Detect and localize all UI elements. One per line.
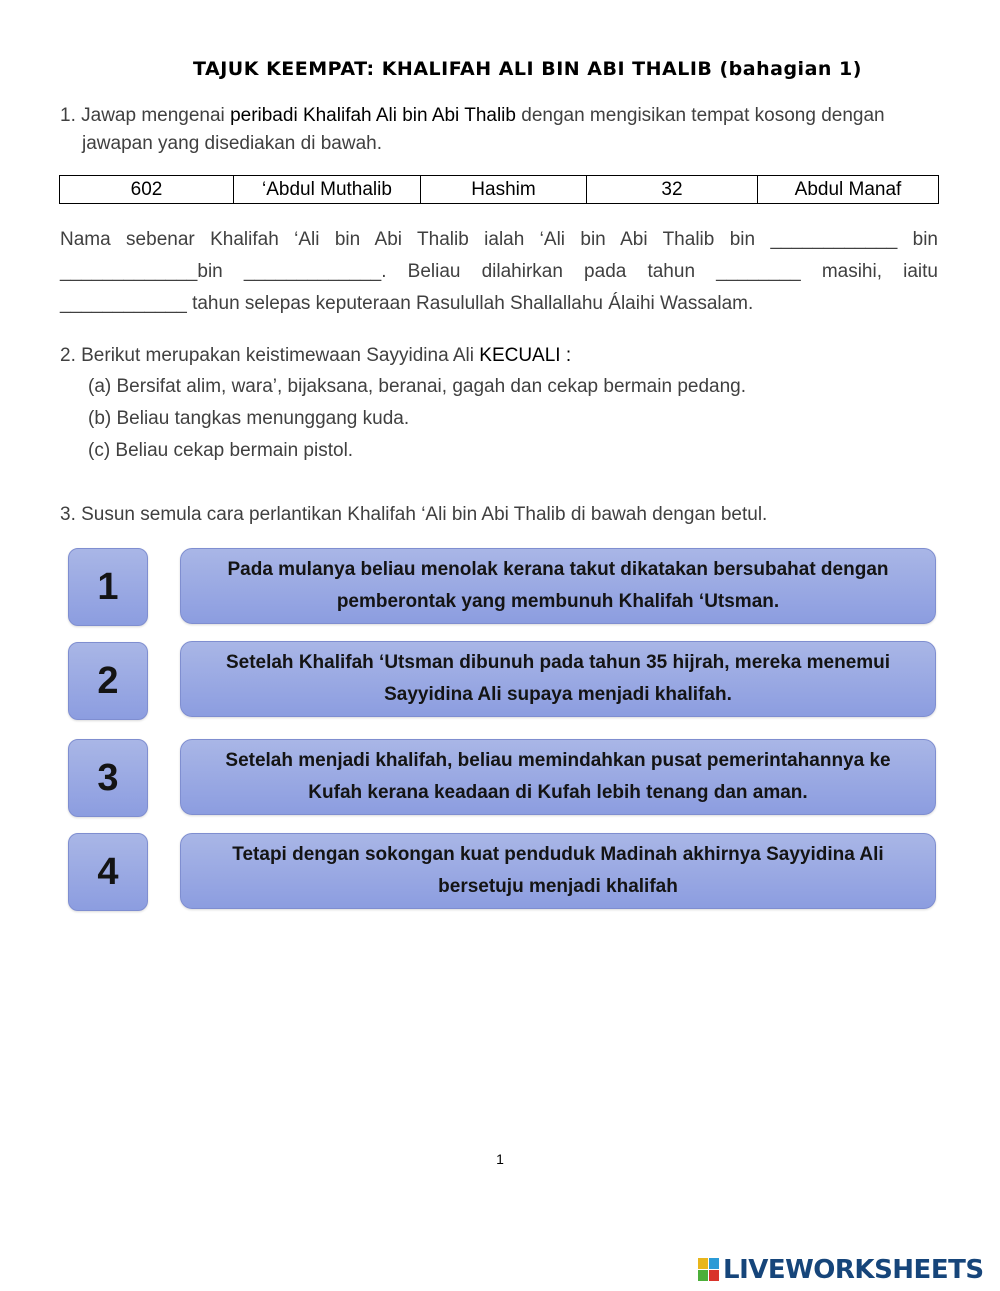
statement-line: Sayyidina Ali supaya menjadi khalifah. <box>384 684 732 705</box>
q2-emphasis: KECUALI <box>479 345 561 366</box>
para-text: tahun selepas keputeraan Rasulullah Shallallahu Álaihi Wassalam. <box>186 293 754 314</box>
option-c[interactable]: (c) Beliau cekap bermain pistol. <box>88 440 354 461</box>
answer-cell: ‘Abdul Muthalib <box>234 176 421 204</box>
statement-box[interactable] <box>180 833 936 909</box>
blank-1[interactable]: ____________ <box>770 229 898 250</box>
answer-cell: 602 <box>60 176 234 204</box>
q2-suffix: : <box>560 345 572 366</box>
blank-2[interactable]: _____________ <box>60 261 198 282</box>
page-number: 1 <box>496 1151 504 1167</box>
order-number-box: 4 <box>68 833 148 911</box>
q2-options <box>88 371 746 467</box>
liveworksheets-logo <box>698 1255 984 1285</box>
para-text: Nama sebenar Khalifah ‘Ali bin Abi Thalib ialah ‘Ali bin Abi Thalib bin <box>60 229 756 250</box>
statement-line: pemberontak yang membunuh Khalifah ‘Utsman. <box>336 591 780 612</box>
statement-box[interactable] <box>180 739 936 815</box>
statement-line: Kufah kerana keadaan di Kufah lebih tenang dan aman. <box>308 782 808 803</box>
statement-line: Pada mulanya beliau menolak kerana takut dikatakan bersubahat dengan <box>227 559 889 580</box>
order-number-box: 3 <box>68 739 148 817</box>
brand-name: LIVEWORKSHEETS <box>723 1255 984 1285</box>
order-number-box: 1 <box>68 548 148 626</box>
q1-suffix: dengan mengisikan tempat kosong dengan <box>515 105 885 126</box>
statement-line: bersetuju menjadi khalifah <box>438 876 678 897</box>
statement-box[interactable] <box>180 548 936 624</box>
option-a[interactable]: (a) Bersifat alim, wara’, bijaksana, beranai, gagah dan cekap bermain pedang. <box>88 376 746 397</box>
para-text: bin <box>197 261 244 282</box>
statement-line: Setelah Khalifah ‘Utsman dibunuh pada tahun 35 hijrah, mereka menemui <box>225 652 891 673</box>
para-text: . Beliau dilahirkan pada tahun <box>381 261 717 282</box>
statement-box[interactable] <box>180 641 936 717</box>
statement-line: Tetapi dengan sokongan kuat penduduk Madinah akhirnya Sayyidina Ali <box>232 844 884 865</box>
q1-line2: jawapan yang disediakan di bawah. <box>82 133 382 154</box>
order-number-box: 2 <box>68 642 148 720</box>
page-title: TAJUK KEEMPAT: KHALIFAH ALI BIN ABI THALIB (bahagian 1) <box>193 58 862 80</box>
answer-cell: Abdul Manaf <box>758 176 939 204</box>
blank-3[interactable]: _____________ <box>243 261 382 282</box>
para-text: bin <box>897 229 938 250</box>
question-3 <box>60 501 938 529</box>
option-b[interactable]: (b) Beliau tangkas menunggang kuda. <box>88 408 410 429</box>
question-2 <box>60 342 938 370</box>
q1-highlight: peribadi Khalifah Ali bin Abi Thalib <box>230 105 516 126</box>
q3-prompt: 3. Susun semula cara perlantikan Khalifah ‘Ali bin Abi Thalib di bawah dengan betul. <box>60 504 768 525</box>
answer-cell: Hashim <box>421 176 587 204</box>
q2-prefix: 2. Berikut merupakan keistimewaan Sayyidina Ali <box>60 345 480 366</box>
question-1 <box>60 102 938 158</box>
answer-cell: 32 <box>587 176 758 204</box>
answer-bank-table <box>59 175 939 204</box>
para-text: masihi, iaitu <box>800 261 938 282</box>
blank-4[interactable]: ________ <box>716 261 801 282</box>
statement-line: Setelah menjadi khalifah, beliau memindahkan pusat pemerintahannya ke <box>225 750 891 771</box>
blank-5[interactable]: ____________ <box>60 293 187 314</box>
fill-in-paragraph <box>60 224 938 320</box>
q1-prefix: 1. Jawap mengenai <box>60 105 231 126</box>
liveworksheets-logo-icon <box>698 1258 720 1282</box>
